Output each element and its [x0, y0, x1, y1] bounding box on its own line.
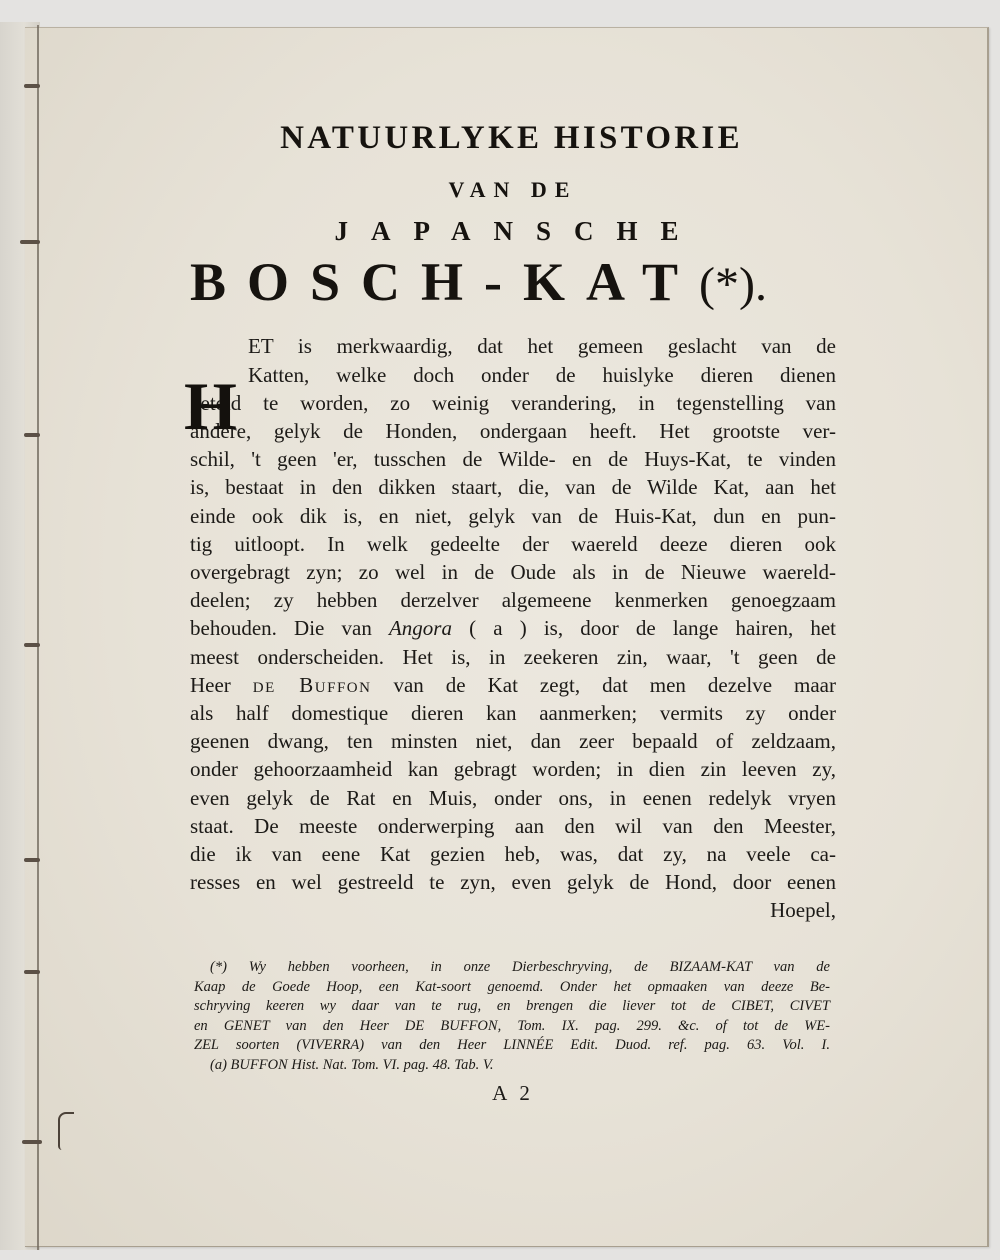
body-line: even gelyk de Rat en Muis, onder ons, in eenen redelyk vryen: [190, 785, 836, 810]
footnote-line: schryving keeren wy daar van te rug, en brengen die liever tot de CIBET, CIVET: [194, 998, 830, 1015]
title-main: BOSCH-KAT: [190, 252, 700, 312]
body-line: resses en wel gestreeld te zyn, even gelyk de Hond, door eenen: [190, 870, 836, 895]
body-line: Katten, welke doch onder de huislyke dieren dienen: [248, 362, 836, 387]
binding-stitch: [20, 240, 40, 244]
footnote-line: (a) BUFFON Hist. Nat. Tom. VI. pag. 48. Tab. V.: [210, 1056, 494, 1073]
body-line: is, bestaat in den dikken staart, die, van de Wilde Kat, aan het: [190, 475, 836, 500]
body-line: staat. De meeste onderwerping aan den wil van den Meester,: [190, 813, 836, 838]
drop-cap: H: [184, 368, 237, 444]
body-line: ET is merkwaardig, dat het gemeen geslacht van de: [248, 334, 836, 359]
body-line: einde ook dik is, en niet, gelyk van de Huis-Kat, dun en pun-: [190, 503, 836, 528]
footnote-line: en GENET van den Heer DE BUFFON, Tom. IX. pag. 299. &c. of tot de WE-: [194, 1017, 830, 1034]
body-line: overgebragt zyn; zo wel in de Oude als in de Nieuwe waereld-: [190, 560, 836, 585]
body-line: geteld te worden, zo weinig verandering, in tegenstelling van: [190, 390, 836, 415]
footnote-line: (*) Wy hebben voorheen, in onze Dierbeschryving, de BIZAAM-KAT van de: [210, 959, 830, 976]
title-line-1: NATUURLYKE HISTORIE: [280, 120, 743, 156]
binding-stitch: [24, 858, 40, 862]
body-line: geenen dwang, ten minsten niet, dan zeer bepaald of zeldzaam,: [190, 729, 836, 754]
footnote-line: Kaap de Goede Hoop, een Kat-soort genoemd. Onder het opmaaken van deeze Be-: [194, 978, 830, 995]
footnote-line: ZEL soorten (VIVERRA) van den Heer LINNÉE Edit. Duod. ref. pag. 63. Vol. I.: [194, 1037, 830, 1054]
body-text: [190, 332, 836, 896]
binding-stitch: [22, 1140, 42, 1144]
catchword: Hoepel,: [770, 898, 836, 923]
signature-mark: A 2: [492, 1081, 534, 1106]
title-line-3: JAPANSCHE: [334, 216, 702, 246]
body-line: deelen; zy hebben derzelver algemeene kenmerken genoegzaam: [190, 588, 836, 613]
title-line-4: [190, 253, 836, 312]
binding-stitch: [24, 433, 40, 437]
binding-stitch: [24, 643, 40, 647]
body-line: die ik van eene Kat gezien heb, was, dat zy, na veele ca-: [190, 842, 836, 867]
binding-fold: [37, 25, 39, 1250]
body-line: behouden. Die van Angora ( a ) is, door de lange hairen, het: [190, 616, 836, 641]
body-line: Heer de Buffon van de Kat zegt, dat men dezelve maar: [190, 672, 836, 697]
title-line-2: VAN DE: [448, 177, 578, 202]
body-line: schil, 't geen 'er, tusschen de Wilde- en de Huys-Kat, te vinden: [190, 447, 836, 472]
body-line: als half domestique dieren kan aanmerken; vermits zy onder: [190, 701, 836, 726]
body-line: andere, gelyk de Honden, ondergaan heeft. Het grootste ver-: [190, 419, 836, 443]
page-content: [184, 120, 836, 1106]
binding-stitch: [24, 970, 40, 974]
binding-stitch: [24, 84, 40, 88]
body-line: meest onderscheiden. Het is, in zeekeren zin, waar, 't geen de: [190, 644, 836, 669]
body-line: tig uitloopt. In welk gedeelte der waereld deeze dieren ook: [190, 531, 836, 556]
small-caps-name: de Buffon: [252, 672, 372, 697]
footnote-mark: (*).: [699, 258, 768, 311]
loose-thread: [58, 1112, 74, 1150]
body-line: onder gehoorzaamheid kan gebragt worden; in dien zin leeven zy,: [190, 757, 836, 782]
footnotes: [194, 958, 830, 1075]
italic-term: Angora: [388, 616, 452, 641]
